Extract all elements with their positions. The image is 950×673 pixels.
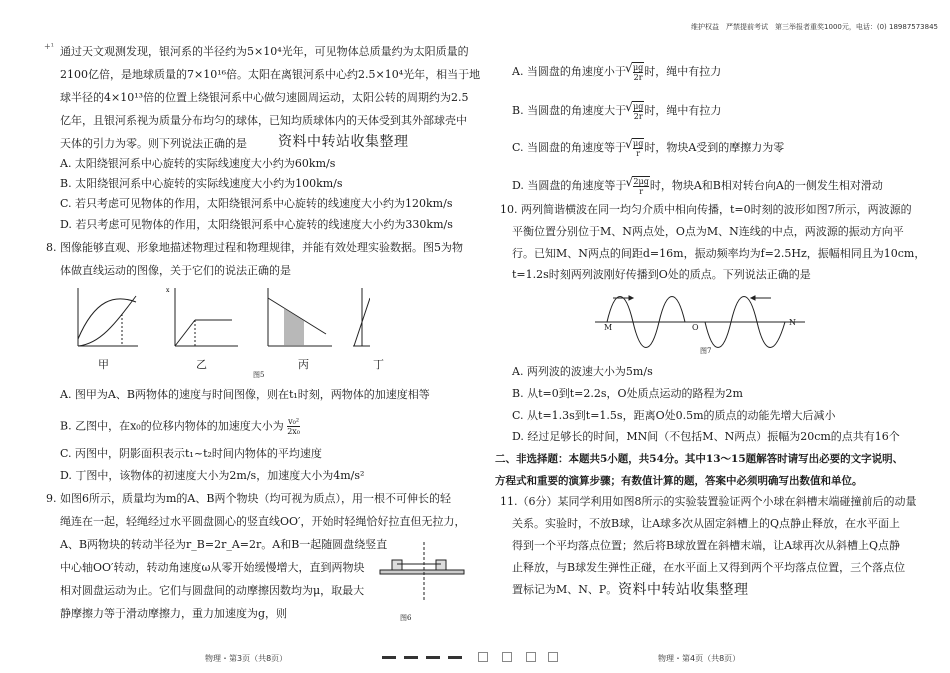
sqrt-expression <box>632 101 644 121</box>
fraction-denominator: 2r <box>633 112 643 121</box>
text-line: B. 太阳绕银河系中心旋转的实际线速度大小约为100km/s <box>60 177 343 190</box>
text-line: 得到一个平均落点位置；然后将B球放置在斜槽末端，让A球再次从斜槽上Q点静 <box>512 539 901 552</box>
text-line: 关系。实验时，不放B球，让A球多次从固定斜槽上的Q点静止释放，在水平面上 <box>512 517 901 530</box>
text-line: A. 图甲为A、B两物体的速度与时间图像，则在t₁时刻，两物体的加速度相等 <box>60 388 430 401</box>
figure-5-graphs <box>70 284 370 380</box>
fold-mark <box>404 656 418 659</box>
section-heading-1: 二、非选择题：本题共5小题，共54分。其中13～15题解答时请写出必要的文字说明、 <box>495 453 904 465</box>
text-line: C. 若只考虑可见物体的作用，太阳绕银河系中心旋转的线速度大小约为120km/s <box>60 197 453 210</box>
sqrt-fraction <box>633 102 643 121</box>
q9-option <box>512 138 784 158</box>
text-line: B. 从t=0到t=2.2s，O处质点运动的路程为2m <box>512 387 743 400</box>
fold-square <box>478 652 488 662</box>
fold-mark <box>426 656 440 659</box>
text-line: D. 丁图中，该物体的初速度大小为2m/s，加速度大小为4m/s² <box>60 469 365 482</box>
fraction-numerator: √ 2μg <box>633 177 649 186</box>
option-suffix: 时，物块A受到的摩擦力为零 <box>644 141 785 154</box>
text-line: A、B两物块的转动半径为r_B=2r_A=2r。A和B一起随圆盘绕竖直 <box>60 538 388 551</box>
page-marker: +¹ <box>44 42 54 51</box>
fig7-label-o: O <box>692 323 699 332</box>
footer-page-3: 物理・第3页（共8页） <box>205 654 288 663</box>
text-line: D. 经过足够长的时间，MN间（不包括M、N两点）振幅为20cm的点共有16个 <box>512 430 900 443</box>
text-line: 行。已知M、N两点的间距d=16m，振动频率均为f=2.5Hz，振幅相同且为10cm， <box>512 247 926 260</box>
footer-page-4: 物理・第4页（共8页） <box>658 654 741 663</box>
sqrt-expression <box>632 62 644 82</box>
option-prefix: A. 当圆盘的角速度小于 <box>512 65 626 78</box>
figure-5-caption: 图5 <box>253 371 265 379</box>
text-line: 相对圆盘运动为止。它们与圆盘间的动摩擦因数均为μ，取最大 <box>60 584 365 597</box>
figure-6-caption: 图6 <box>400 614 412 622</box>
text-line: 通过天文观测发现，银河系的半径约为5×10⁴光年，可见物体总质量约为太阳质量的 <box>60 45 469 58</box>
q9-option <box>512 176 883 196</box>
text-line: A. 两列波的波速大小为5m/s <box>512 365 653 378</box>
q8-option-b-text: B. 乙图中，在x₀的位移内物体的加速度大小为 <box>60 419 284 433</box>
text-line: C. 丙图中，阴影面积表示t₁~t₂时间内物体的平均速度 <box>60 447 322 460</box>
fraction-denominator: r <box>639 187 644 196</box>
text-line: C. 从t=1.3s到t=1.5s，距离O处0.5m的质点的动能先增大后减小 <box>512 409 836 422</box>
fraction-numerator: √ μg <box>633 139 644 148</box>
graph-label-bing: 丙 <box>298 358 309 371</box>
q8-option-b-fraction <box>287 417 300 436</box>
text-line: 体做直线运动的图像，关于它们的说法正确的是 <box>60 264 291 277</box>
text-line: 球半径的4×10¹³倍的位置上绕银河系中心做匀速圆周运动，太阳公转的周期约为2.5 <box>60 91 469 104</box>
q9-option <box>512 62 721 82</box>
option-suffix: 时，绳中有拉力 <box>644 65 722 78</box>
text-line: 2100亿倍，是地球质量的7×10¹⁶倍。太阳在离银河系中心约2.5×10⁴光年，相当于地 <box>60 68 481 81</box>
text-line: 9. 如图6所示，质量均为m的A、B两个物块（均可视为质点），用一根不可伸长的轻 <box>46 492 451 505</box>
fig7-label-m: M <box>604 323 613 332</box>
sqrt-fraction <box>633 139 643 158</box>
fraction-denominator: r <box>636 149 641 158</box>
text-line: 亿年，且银河系视为质量分布均匀的球体，已知均质球体内的天体受到其外部球壳中 <box>60 114 467 127</box>
text-line: 止释放，与B球发生弹性正碰，在水平面上又得到两个平均落点位置，三个落点位 <box>512 561 906 574</box>
figure-6-diagram <box>378 542 468 612</box>
header-notice: 维护权益 严禁提前考试 第三举报者重奖1000元，电话：(0) 18987573845 <box>691 23 938 31</box>
option-prefix: D. 当圆盘的角速度等于 <box>512 179 627 192</box>
sqrt-expression <box>632 138 644 158</box>
graph-label-jia: 甲 <box>98 358 109 371</box>
text-line: A. 太阳绕银河系中心旋转的实际线速度大小约为60km/s <box>60 157 336 170</box>
text-line: 8. 图像能够直观、形象地描述物理过程和物理规律，并能有效处理实验数据。图5为物 <box>46 241 463 254</box>
text-line: 10. 两列简谐横波在同一均匀介质中相向传播，t=0时刻的波形如图7所示，两波源的 <box>500 203 912 216</box>
fig7-label-n: N <box>789 318 796 327</box>
fraction-numerator: √ μg <box>633 102 644 111</box>
fraction-denominator: 2r <box>633 73 643 82</box>
text-line: 11.（6分）某同学利用如图8所示的实验装置验证两个小球在斜槽末端碰撞前后的动量 <box>500 495 917 508</box>
figure-7-caption: 图7 <box>700 347 712 355</box>
fold-mark <box>448 656 462 659</box>
graph-label-yi: 乙 <box>196 358 207 371</box>
text-line: 静摩擦力等于滑动摩擦力，重力加速度为g，则 <box>60 607 288 620</box>
text-line: 绳连在一起，轻绳经过水平圆盘圆心的竖直线OO′，开始时轻绳恰好拉直但无拉力， <box>60 515 466 528</box>
sqrt-expression <box>632 176 649 196</box>
section-heading-2: 方程式和重要的演算步骤；有数值计算的题，答案中必须明确写出数值和单位。 <box>495 475 863 487</box>
fold-mark <box>382 656 396 659</box>
text-line: 天体的引力为零。则下列说法正确的是 <box>60 137 247 150</box>
fraction-denominator: 2x₀ <box>287 427 301 436</box>
option-suffix: 时，绳中有拉力 <box>644 104 722 117</box>
watermark-1: 资料中转站收集整理 <box>278 134 409 150</box>
fold-square <box>548 652 558 662</box>
option-prefix: B. 当圆盘的角速度大于 <box>512 104 627 117</box>
text-line: t=1.2s时刻两列波刚好传播到O处的质点。下列说法正确的是 <box>512 268 811 281</box>
text-line: D. 若只考虑可见物体的作用，太阳绕银河系中心旋转的线速度大小约为330km/s <box>60 218 453 231</box>
option-suffix: 时，物块A和B相对转台向A的一侧发生相对滑动 <box>649 179 883 192</box>
graph-label-ding: 丁 <box>373 358 384 371</box>
fold-square <box>526 652 536 662</box>
axis-label: x <box>166 287 170 294</box>
watermark-2: 资料中转站收集整理 <box>618 582 749 598</box>
q8-option-b <box>60 417 300 436</box>
q9-option <box>512 101 721 121</box>
option-prefix: C. 当圆盘的角速度等于 <box>512 141 627 154</box>
sqrt-fraction <box>633 177 648 196</box>
fold-square <box>502 652 512 662</box>
text-line: 置标记为M、N、P。 <box>512 583 618 596</box>
fraction-numerator: √ μg <box>632 63 644 72</box>
fraction-numerator: v₀² <box>288 417 300 426</box>
text-line: 平衡位置分别位于M、N两点处，O点为M、N连线的中点，两波源的振动方向平 <box>512 225 904 238</box>
text-line: 中心轴OO′转动，转动角速度ω从零开始缓慢增大，直到两物块 <box>60 561 365 574</box>
sqrt-fraction <box>633 63 643 82</box>
